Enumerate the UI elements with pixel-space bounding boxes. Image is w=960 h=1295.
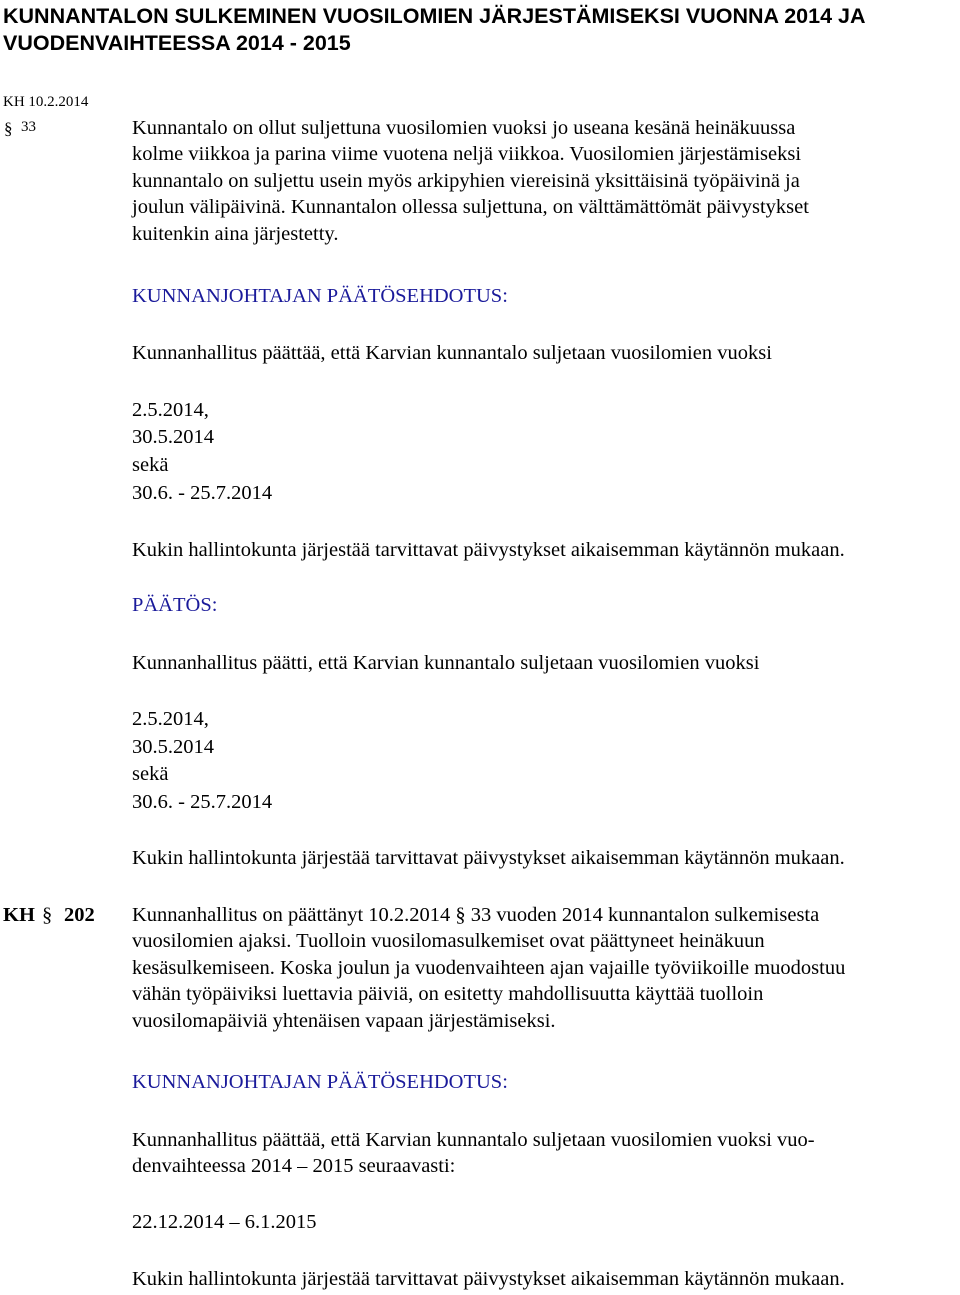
text-line: kuitenkin aina järjestetty. (132, 222, 339, 245)
decision-heading: PÄÄTÖS: (132, 594, 218, 616)
date-item: 30.6. - 25.7.2014 (132, 482, 273, 504)
date-item: sekä (132, 454, 169, 476)
section-number: 33 (21, 119, 36, 135)
proposal-text: Kunnanhallitus päättää, että Karvian kunnantalo suljetaan vuosilomien vuoksi (132, 342, 772, 364)
date-item: 2.5.2014, (132, 399, 209, 421)
proposal-heading: KUNNANJOHTAJAN PÄÄTÖSEHDOTUS: (132, 1071, 508, 1093)
page-title-line-2: VUODENVAIHTEESSA 2014 - 2015 (3, 31, 351, 55)
section-sign: § (4, 119, 13, 138)
section-label-kh: KH (3, 904, 35, 926)
proposal-note: Kukin hallintokunta järjestää tarvittavat päivystykset aikaisemman käytännön mukaan. (132, 539, 845, 561)
section-number: 202 (64, 904, 95, 926)
text-line: denvaihteessa 2014 – 2015 seuraavasti: (132, 1155, 456, 1178)
date-item: 30.5.2014 (132, 426, 214, 448)
text-line: joulun välipäivinä. Kunnantalon ollessa suljettuna, on välttämättömät päivystykset (132, 196, 809, 219)
decision-text: Kunnanhallitus päätti, että Karvian kunnantalo suljetaan vuosilomien vuoksi (132, 652, 760, 674)
text-line: vuosilomapäiviä yhtenäisen vapaan järjestämiseksi. (132, 1009, 556, 1032)
text-line: kolme viikkoa ja parina viime vuotena neljä viikkoa. Vuosilomien järjestämiseksi (132, 143, 802, 166)
date-item: 30.6. - 25.7.2014 (132, 791, 273, 813)
proposal-heading: KUNNANJOHTAJAN PÄÄTÖSEHDOTUS: (132, 285, 508, 307)
decision-note: Kukin hallintokunta järjestää tarvittavat päivystykset aikaisemman käytännön mukaan. (132, 847, 845, 869)
text-line: Kunnanhallitus on päättänyt 10.2.2014 § 33 vuoden 2014 kunnantalon sulkemisesta (132, 904, 820, 926)
date-item: 30.5.2014 (132, 736, 214, 758)
page-title-line-1: KUNNANTALON SULKEMINEN VUOSILOMIEN JÄRJESTÄMISEKSI VUONNA 2014 JA (3, 4, 866, 28)
text-line: vähän työpäiviksi luettavia päiviä, on esitetty mahdollisuutta käyttää tuolloin (132, 983, 764, 1006)
date-range: 22.12.2014 – 6.1.2015 (132, 1211, 317, 1233)
proposal-text (132, 1127, 958, 1180)
intro-paragraph (132, 902, 958, 1034)
text-line: vuosilomien ajaksi. Tuolloin vuosilomasulkemiset ovat päättyneet heinäkuun (132, 930, 765, 953)
text-line: kunnantalo on suljettu usein myös arkipyhien viereisinä yksittäisinä työpäivinä ja (132, 169, 800, 192)
text-line: Kunnantalo on ollut suljettuna vuosilomien vuoksi jo useana kesänä heinäkuussa (132, 117, 796, 139)
intro-paragraph (132, 115, 958, 247)
date-item: sekä (132, 763, 169, 785)
proposal-note: Kukin hallintokunta järjestää tarvittavat päivystykset aikaisemman käytännön mukaan. (132, 1268, 845, 1290)
section-sign: § (42, 904, 53, 926)
text-line: kesäsulkemiseen. Koska joulun ja vuodenvaihteen ajan vajaille työviikoille muodostuu (132, 956, 846, 979)
text-line: Kunnanhallitus päättää, että Karvian kunnantalo suljetaan vuosilomien vuoksi vuo- (132, 1129, 815, 1151)
meeting-reference: KH 10.2.2014 (3, 94, 89, 110)
date-item: 2.5.2014, (132, 708, 209, 730)
